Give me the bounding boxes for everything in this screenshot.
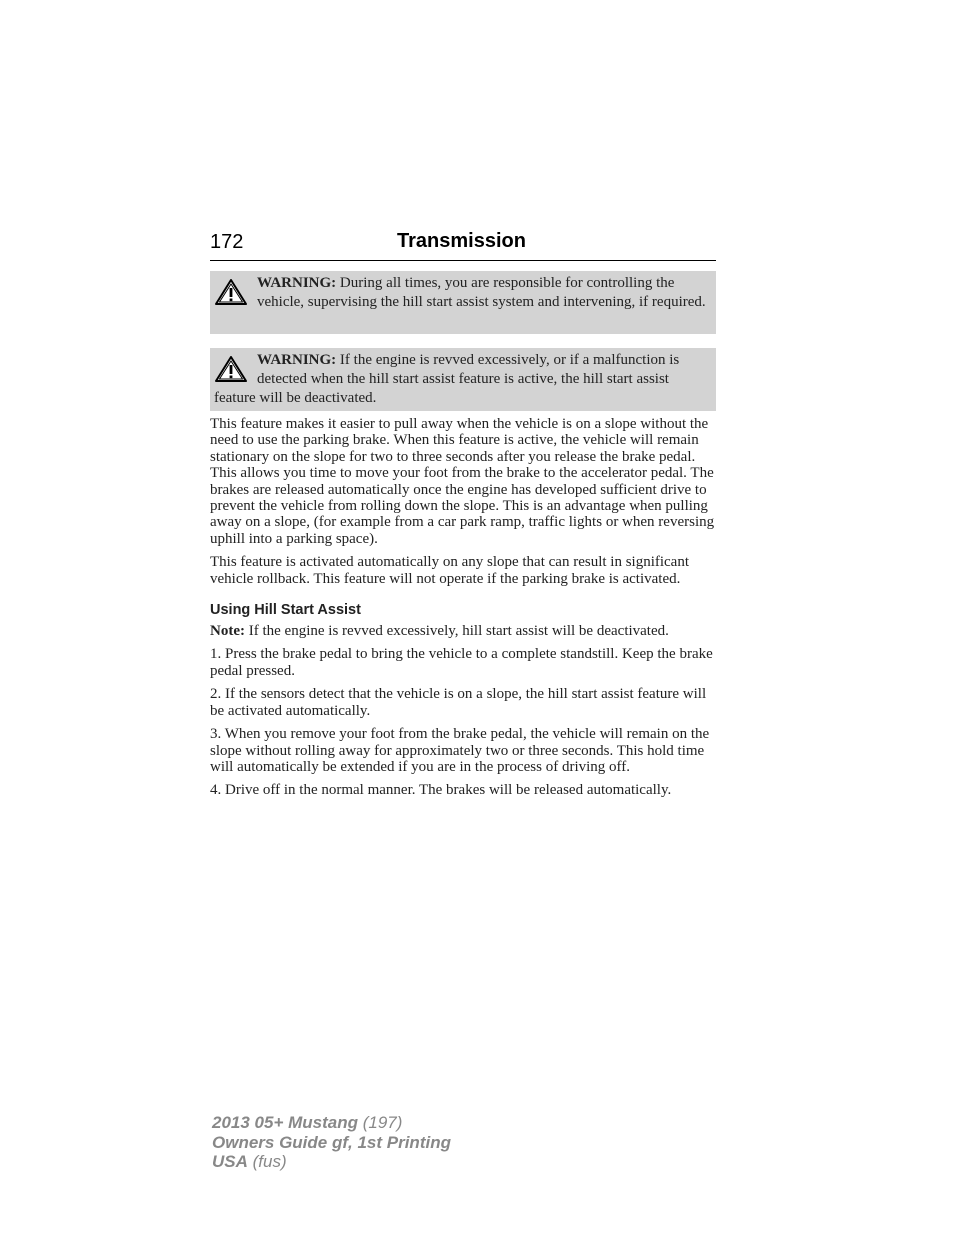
warning-label: WARNING:: [257, 275, 337, 291]
footer-line-3: [212, 1152, 451, 1172]
page-number: 172: [210, 231, 244, 253]
footer-line-1: [212, 1113, 451, 1133]
note-paragraph: [210, 623, 716, 639]
note-text: If the engine is revved excessively, hill start assist will be deactivated.: [244, 623, 669, 640]
page: [210, 229, 716, 799]
footer-edition: Owners Guide gf, 1st Printing: [212, 1132, 451, 1152]
warning-triangle-icon: [214, 278, 248, 306]
step-2: 2. If the sensors detect that the vehicle is on a slope, the hill start assist feature will be activated automatically.: [210, 686, 707, 719]
page-header: [210, 229, 716, 261]
footer-model-code: (197): [358, 1113, 403, 1132]
footer-market: USA: [212, 1152, 248, 1171]
footer-model: 2013 05+ Mustang: [212, 1113, 358, 1132]
step-3: 3. When you remove your foot from the brake pedal, the vehicle will remain on the slope without rolling away for approximately two or three seconds. This hold time will automatically be extended if you are in the process of driving off.: [210, 726, 710, 775]
print-footer: [212, 1113, 451, 1172]
warning-label: WARNING:: [257, 352, 337, 368]
section-heading: Using Hill Start Assist: [210, 602, 361, 619]
body-paragraph-2: This feature is activated automatically on any slope that can result in significant vehicle rollback. This feature will not operate if the parking brake is activated.: [210, 554, 690, 587]
warning-triangle-icon: [214, 355, 248, 383]
step-1: 1. Press the brake pedal to bring the vehicle to a complete standstill. Keep the brake pedal pressed.: [210, 646, 713, 679]
page-title: Transmission: [397, 230, 526, 252]
body-paragraph-1: This feature makes it easier to pull away when the vehicle is on a slope without the need to use the parking brake. When this feature is active, the vehicle will remain stationary on the slope for two to three seconds after you release the brake pedal. This allows you time to move your foot from the brake to the accelerator pedal. The brakes are released automatically once the engine has developed sufficient drive to prevent the vehicle from rolling down the slope. This is an advantage when pulling away on a slope, (for example from a car park ramp, traffic lights or when reversing uphill into a parking space).: [210, 416, 715, 547]
warning-box-2: [210, 348, 716, 411]
footer-line-2: [212, 1133, 451, 1153]
note-label: Note:: [210, 623, 245, 640]
step-4: 4. Drive off in the normal manner. The brakes will be released automatically.: [210, 782, 672, 799]
warning-text: If the engine is revved excessively, or if a malfunction is detected when the hill start assist feature is active, the hill start assist feature will be deactivated.: [214, 352, 680, 406]
warning-box-1: [210, 271, 716, 334]
warning-text: During all times, you are responsible for controlling the vehicle, supervising the hill start assist system and intervening, if required.: [257, 275, 706, 310]
footer-market-code: (fus): [247, 1152, 287, 1171]
